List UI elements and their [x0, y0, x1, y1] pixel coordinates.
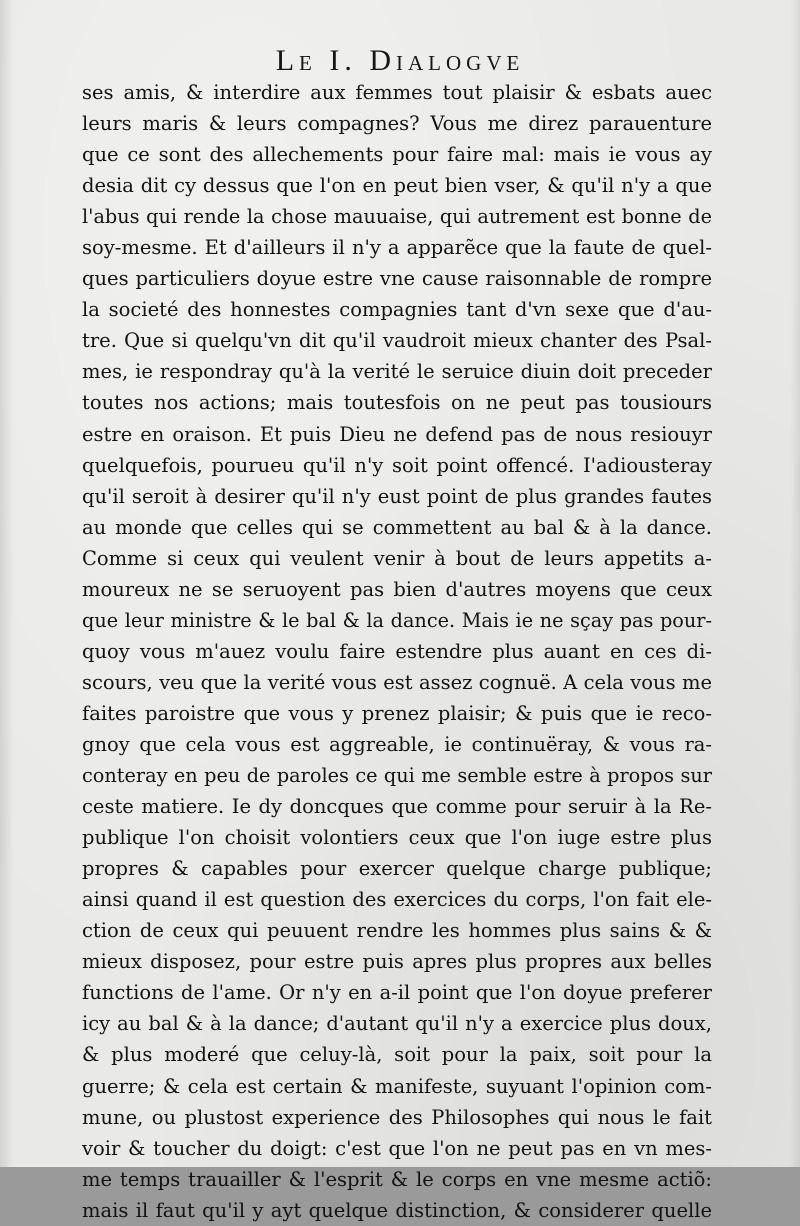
- text-line-17: moureux ne se seruoyent pas bien d'autres moyens que ceux: [82, 577, 712, 601]
- text-line-26: propres & capables pour exercer quelque charge publique;: [82, 857, 712, 881]
- text-line-1: ses amis, & interdire aux femmes tout plaisir & esbats auec: [82, 81, 712, 104]
- text-line-13: quelquefois, pourueu qu'il n'y soit point offencé. I'adiousteray: [82, 453, 712, 477]
- text-line-29: mieux disposez, pour estre puis apres plus propres aux belles: [82, 950, 712, 974]
- text-line-36: me temps trauailler & l'esprit & le corps en vne mesme actiõ:: [82, 1167, 712, 1191]
- text-line-4: desia dit cy dessus que l'on en peut bien vser, & qu'il n'y a que: [82, 174, 712, 198]
- text-line-7: ques particuliers doyue estre vne cause raisonnable de rompre: [82, 267, 712, 291]
- text-line-16: Comme si ceux qui veulent venir à bout de leurs appetits a-: [82, 546, 712, 570]
- text-line-28: ction de ceux qui peuuent rendre les hommes plus sains & &: [82, 919, 712, 943]
- text-line-30: functions de l'ame. Or n'y en a-il point que l'on doyue preferer: [82, 981, 712, 1005]
- text-line-34: mune, ou plustost experience des Philosophes qui nous le fait: [82, 1105, 712, 1129]
- text-line-10: mes, ie respondray qu'à la verité le seruice diuin doit preceder: [82, 360, 712, 384]
- text-line-37: mais il faut qu'il y ayt quelque distinction, & considerer quelle: [82, 1198, 712, 1222]
- text-line-23: conteray en peu de paroles ce qui me semble estre à propos sur: [82, 764, 712, 788]
- text-line-3: que ce sont des allechements pour faire mal: mais ie vous ay: [82, 143, 712, 167]
- page-edge-shadow-left: [0, 0, 14, 1167]
- text-line-19: quoy vous m'auez voulu faire estendre plus auant en ces di-: [82, 639, 712, 663]
- text-line-32: & plus moderé que celuy-là, soit pour la paix, soit pour la: [82, 1043, 712, 1067]
- text-line-24: ceste matiere. Ie dy doncques que comme pour seruir à la Re-: [82, 795, 712, 819]
- page-edge-shadow-right: [790, 0, 800, 1167]
- text-line-25: publique l'on choisit volontiers ceux que l'on iuge estre plus: [82, 826, 712, 850]
- text-line-2: leurs maris & leurs compagnes? Vous me direz parauenture: [82, 112, 712, 136]
- text-line-21: faites paroistre que vous y prenez plaisir; & puis que ie reco-: [82, 701, 712, 725]
- text-line-15: au monde que celles qui se commettent au bal & à la dance.: [82, 515, 712, 539]
- text-line-9: tre. Que si quelqu'vn dit qu'il vaudroit mieux chanter des Psal-: [82, 329, 712, 353]
- running-head: Le I. Dialogve: [275, 44, 525, 77]
- body-text: [82, 77, 712, 1226]
- text-line-5: l'abus qui rende la chose mauuaise, qui autrement est bonne de: [82, 205, 712, 229]
- text-line-33: guerre; & cela est certain & manifeste, suyuant l'opinion com-: [82, 1074, 712, 1098]
- text-line-27: ainsi quand il est question des exercices du corps, l'on fait ele-: [82, 888, 712, 912]
- text-line-6: soy-mesme. Et d'ailleurs il n'y a apparẽce que la faute de quel-: [82, 236, 712, 260]
- text-line-35: voir & toucher du doigt: c'est que l'on ne peut pas en vn mes-: [82, 1136, 712, 1160]
- text-line-14: qu'il seroit à desirer qu'il n'y eust point de plus grandes fautes: [82, 484, 712, 508]
- text-line-31: icy au bal & à la dance; d'autant qu'il n'y a exercice plus doux,: [82, 1012, 712, 1036]
- text-line-8: la societé des honnestes compagnies tant d'vn sexe que d'au-: [82, 298, 712, 322]
- text-line-11: toutes nos actions; mais toutesfois on ne peut pas tousiours: [82, 391, 712, 415]
- text-line-20: scours, veu que la verité vous est assez cognuë. A cela vous me: [82, 670, 712, 694]
- text-line-18: que leur ministre & le bal & la dance. Mais ie ne sçay pas pour-: [82, 608, 712, 632]
- text-line-12: estre en oraison. Et puis Dieu ne defend pas de nous resiouyr: [82, 422, 712, 446]
- text-line-22: gnoy que cela vous est aggreable, ie continuëray, & vous ra-: [82, 732, 712, 756]
